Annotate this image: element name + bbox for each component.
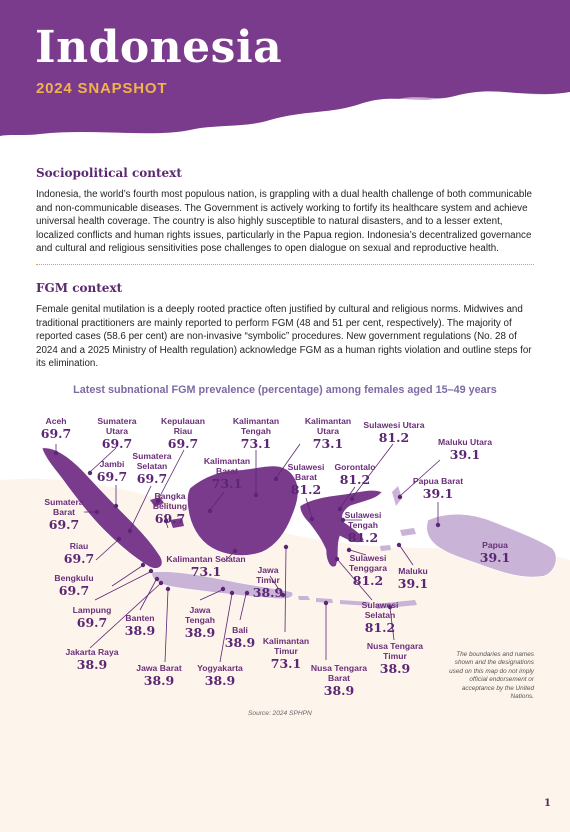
page-subtitle: 2024 SNAPSHOT (36, 80, 168, 97)
region-label-papua-barat: Papua Barat 39.1 (412, 476, 464, 501)
region-label-sulawesi-utara: Sulawesi Utara 81.2 (363, 420, 425, 445)
region-label-kalimantan-tengah: Kalimantan Tengah 73.1 (232, 416, 280, 451)
region-label-kalimantan-timur: Kalimantan Timur 73.1 (262, 636, 310, 671)
region-label-sulawesi-barat: Sulawesi Barat 81.2 (287, 462, 325, 497)
sociopolitical-paragraph: Indonesia, the world’s fourth most populous nation, is grappling with a dual health challenge of both communicable and non-communicable diseases. The Government is actively working to fortify its healthcare system and achieve universal health coverage. The country is also highly susceptible to natural disasters, and to a lesser extent, localized conflicts and human rights issues, particularly in the Papua region. Indonesia’s decentralized governance and cultural and religious sensitivities pose challenges to open dialogue on sexual and reproductive health. (36, 189, 532, 255)
region-label-bangka-belitung: Bangka Belitung 69.7 (152, 491, 188, 526)
region-label-bengkulu: Bengkulu 69.7 (54, 573, 94, 598)
region-label-riau: Riau 69.7 (63, 541, 95, 566)
region-label-kepulauan-riau: Kepulauan Riau 69.7 (161, 416, 205, 451)
region-label-jakarta-raya: Jakarta Raya 38.9 (65, 647, 119, 672)
map-title: Latest subnational FGM prevalence (percentage) among females aged 15–49 years (73, 384, 497, 396)
region-label-sumatera-barat: Sumatera Barat 69.7 (44, 497, 84, 532)
region-label-sumatera-utara: Sumatera Utara 69.7 (97, 416, 137, 451)
region-label-sulawesi-tenggara: Sulawesi Tenggara 81.2 (348, 553, 388, 588)
region-label-jawa-barat: Jawa Barat 38.9 (136, 663, 182, 688)
region-label-kalimantan-barat: Kalimantan Barat 73.1 (203, 456, 251, 491)
section-divider (36, 264, 534, 265)
fgm-paragraph: Female genital mutilation is a deeply rooted practice often justified by cultural and religious norms. Midwives and traditional practitioners are mainly reported to perform FGM (48 and 51 per cent, respectively). The majority of reported cases (58.6 per cent) are non-invasive “symbolic” procedures. New government regulations (No. 28 of 2024 and a 2025 Ministry of Health regulation) acknowledge FGM as a human rights violation and outline steps for its elimination. (36, 304, 532, 370)
region-label-aceh: Aceh 69.7 (40, 416, 72, 441)
sociopolitical-heading: Sociopolitical context (36, 166, 182, 180)
region-label-jawa-tengah: Jawa Tengah 38.9 (184, 605, 216, 640)
map-source: Source: 2024 SPHPN (248, 710, 312, 717)
region-label-nusa-tengara-barat: Nusa Tengara Barat 38.9 (310, 663, 368, 698)
region-label-kalimantan-selatan: Kalimantan Selatan 73.1 (166, 554, 246, 579)
region-label-sulawesi-tengah: Sulawesi Tengah 81.2 (344, 510, 382, 545)
region-label-maluku: Maluku 39.1 (397, 566, 429, 591)
region-label-sulawesi-selatan: Sulawesi Selatan 81.2 (361, 600, 399, 635)
region-label-sumatera-selatan: Sumatera Selatan 69.7 (132, 451, 172, 486)
region-label-papua: Papua 39.1 (479, 540, 511, 565)
region-label-nusa-tengara-timur: Nusa Tengara Timur 38.9 (366, 641, 424, 676)
region-label-yogyakarta: Yogyakarta 38.9 (197, 663, 243, 688)
header-banner (0, 0, 570, 150)
region-label-jambi: Jambi 69.7 (96, 459, 128, 484)
fgm-heading: FGM context (36, 281, 123, 295)
region-label-jawa-timur: Jawa Timur 38.9 (252, 565, 284, 600)
region-label-kalimantan-utara: Kalimantan Utara 73.1 (304, 416, 352, 451)
region-label-lampung: Lampung 69.7 (72, 605, 112, 630)
page-title: Indonesia (35, 22, 283, 73)
page-number: 1 (544, 798, 551, 809)
region-label-maluku-utara: Maluku Utara 39.1 (438, 437, 492, 462)
region-label-bali: Bali 38.9 (224, 625, 256, 650)
region-label-gorontalo: Gorontalo 81.2 (334, 462, 376, 487)
map-disclaimer: The boundaries and names shown and the designations used on this map do not imply official endorsement or acceptance by the United Nations. (449, 651, 534, 701)
region-label-banten: Banten 38.9 (124, 613, 156, 638)
